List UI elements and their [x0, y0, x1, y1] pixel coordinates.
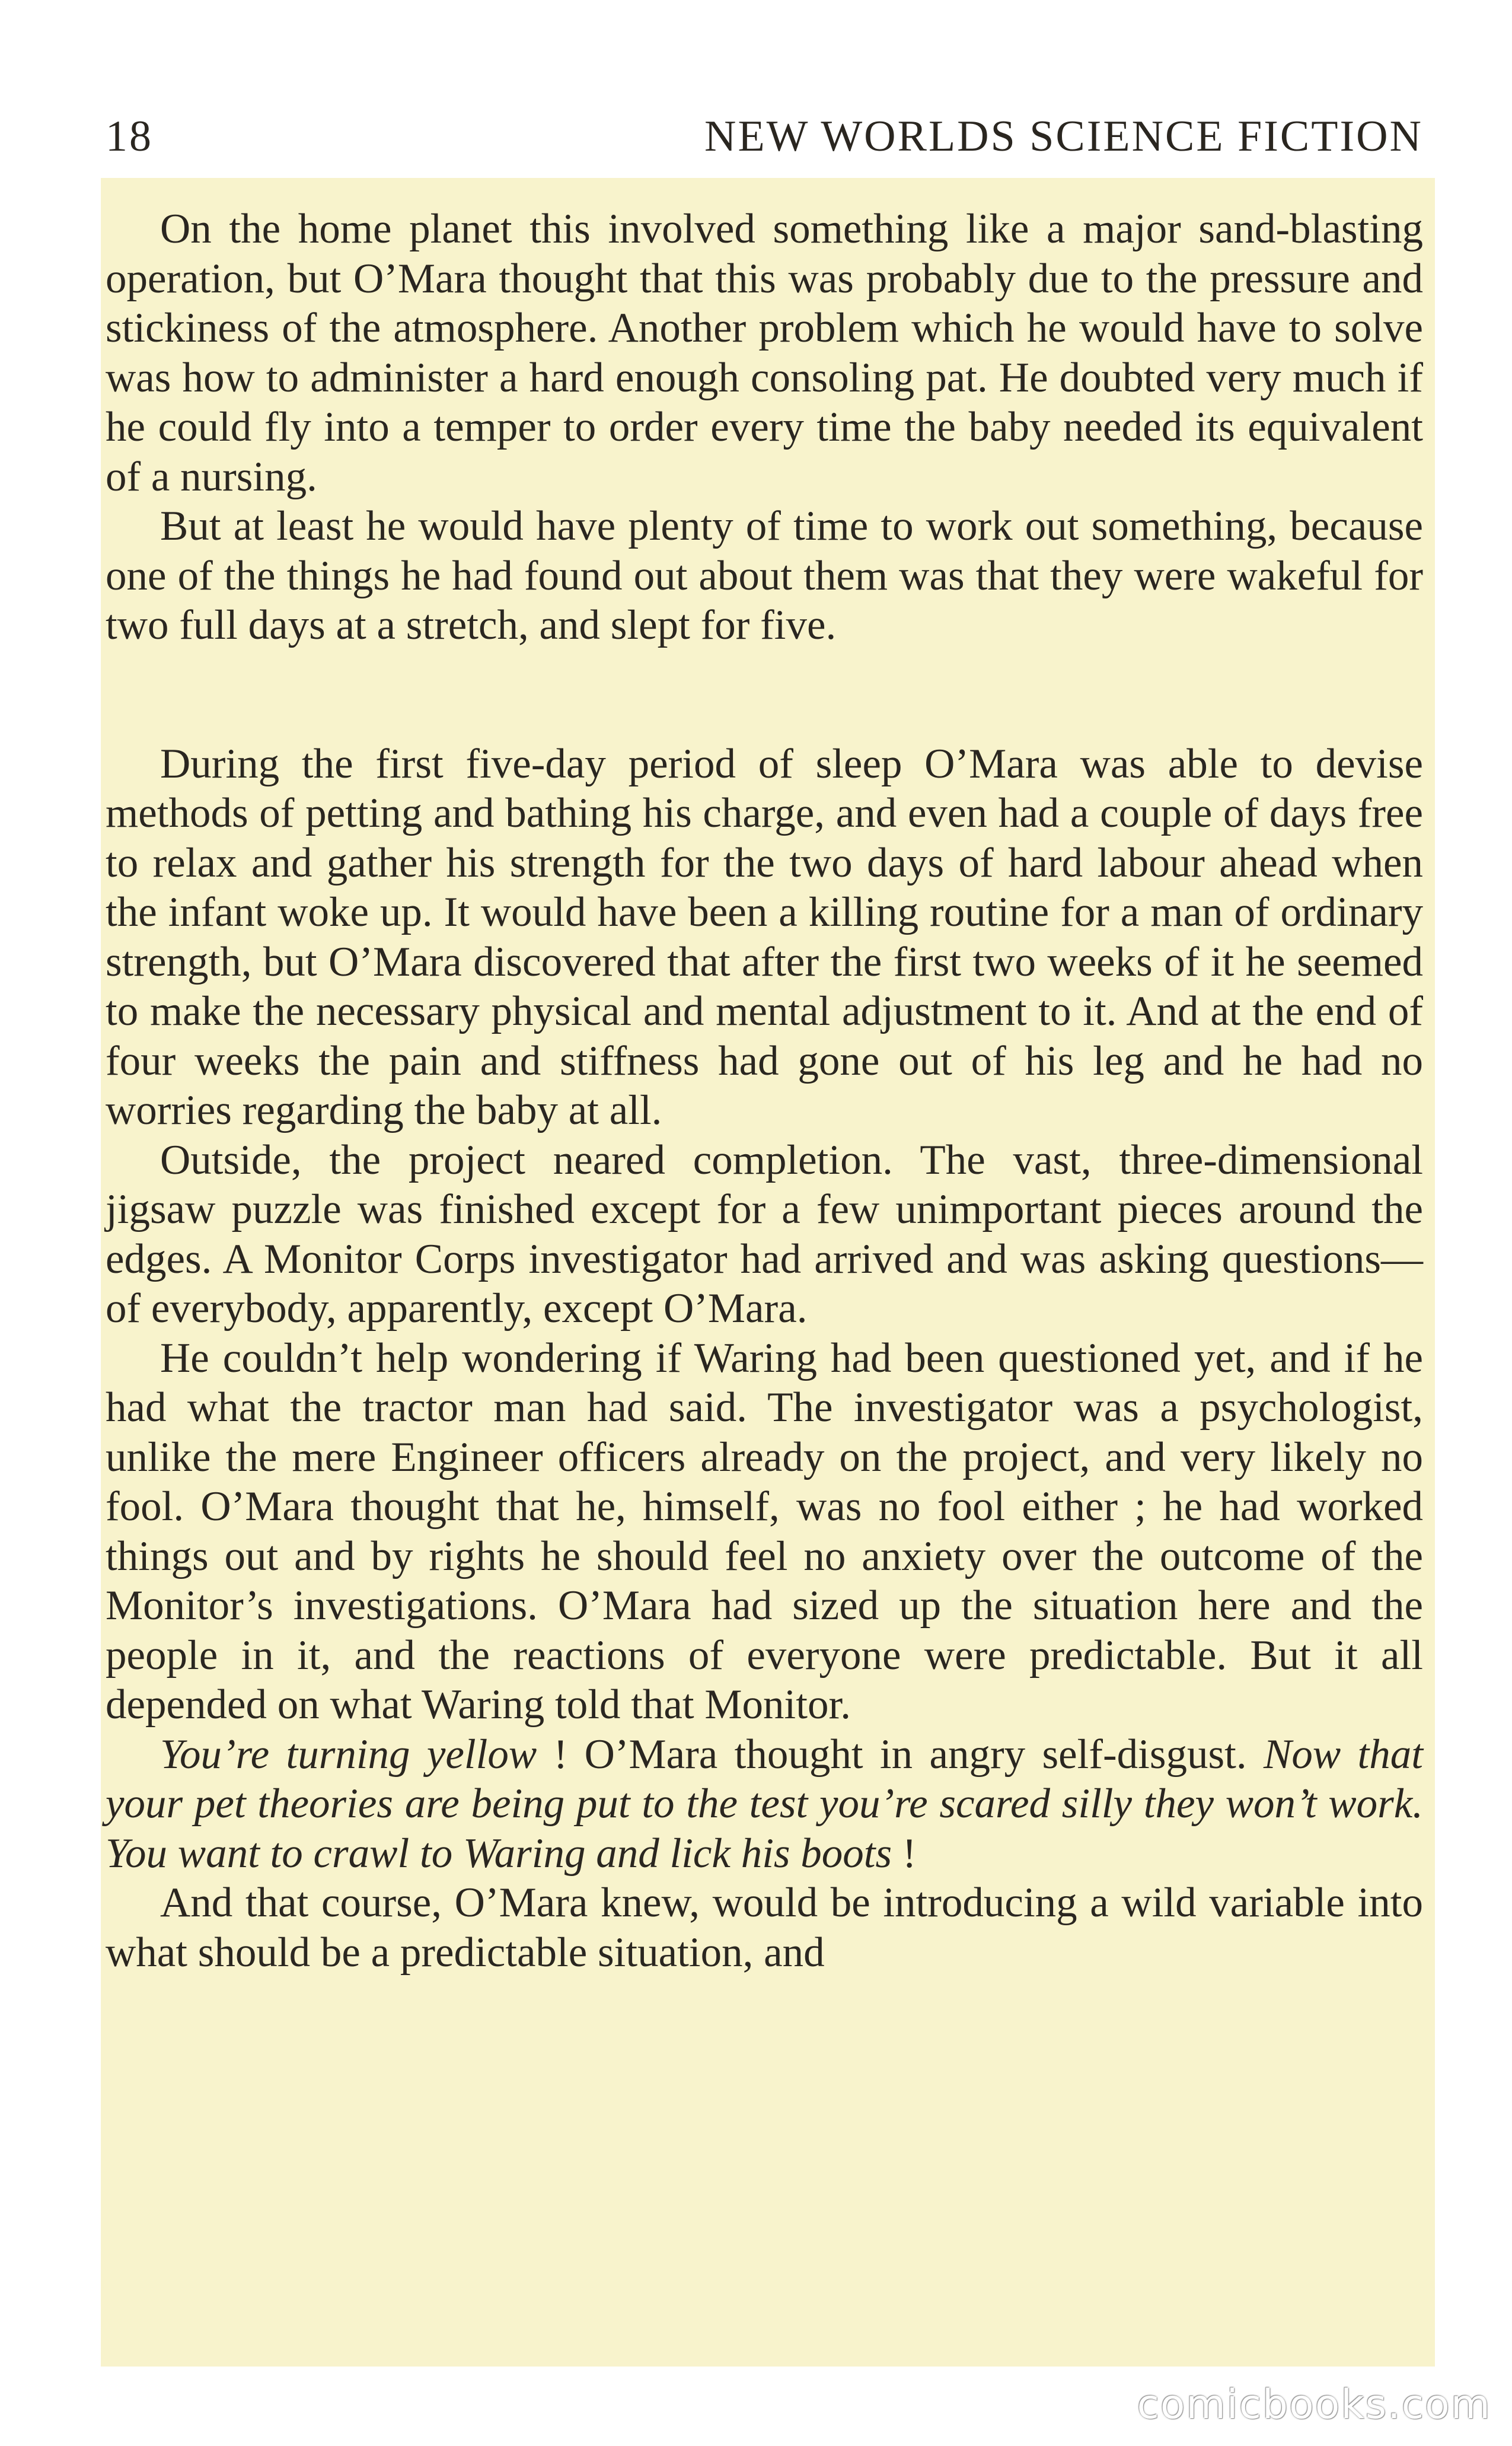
paragraph-italic-thought	[106, 1730, 1423, 1879]
page-number: 18	[106, 112, 153, 161]
watermark: comicbooks.com	[1137, 2381, 1491, 2428]
paragraph: Outside, the project neared completion. The vast, three-dimensional jigsaw puzzle was finished except for a few unimportant pieces around the edges. A Monitor Corps investigator had arrived and was asking questions—of everybody, apparently, except O’Mara.	[106, 1136, 1423, 1332]
paragraph: He couldn’t help wondering if Waring had been questioned yet, and if he had what the tractor man had said. The investigator was a psychologist, unlike the mere Engineer officers already on the project, and very likely no fool. O’Mara thought that he, himself, was no fool either ; he had worked things out and by rights he should feel no anxiety over the outcome of the Monitor’s investigations. O’Mara had sized up the situation here and the people in it, and the reactions of everyone were predictable. But it all depended on what Waring told that Monitor.	[106, 1335, 1423, 1728]
body-text	[106, 205, 1423, 1977]
paragraph: But at least he would have plenty of time to work out something, because one of the things he had found out about them was that they were wakeful for two full days at a stretch, and slept for five.	[106, 503, 1423, 648]
page-header	[106, 104, 1423, 169]
plain-phrase: !	[892, 1830, 917, 1877]
running-title: NEW WORLDS SCIENCE FICTION	[704, 112, 1423, 161]
italic-phrase: You’re turning yellow	[160, 1731, 537, 1778]
paragraph: And that course, O’Mara knew, would be introducing a wild variable into what should be a predictable situation, and	[106, 1880, 1423, 1976]
paragraph: On the home planet this involved something like a major sand-blasting operation, but O’Mara thought that this was probably due to the pressure and stickiness of the atmosphere. Another problem which he would have to solve was how to administer a hard enough consoling pat. He doubted very much if he could fly into a temper to order every time the baby needed its equivalent of a nursing.	[106, 206, 1423, 500]
italic-phrase: Now that your pet theories are being put to the test you’re scared silly they won’t work. You want to crawl to Waring and lick his boots	[106, 1731, 1423, 1877]
paragraph: During the first five-day period of sleep O’Mara was able to devise methods of petting and bathing his charge, and even had a couple of days free to relax and gather his strength for the two days of hard labour ahead when the infant woke up. It would have been a killing routine for a man of ordinary strength, but O’Mara discovered that after the first two weeks of it he seemed to make the necessary physical and mental adjustment to it. And at the end of four weeks the pain and stiffness had gone out of his leg and he had no worries regarding the baby at all.	[106, 740, 1423, 1133]
plain-phrase: ! O’Mara thought in angry self-disgust.	[537, 1731, 1264, 1778]
